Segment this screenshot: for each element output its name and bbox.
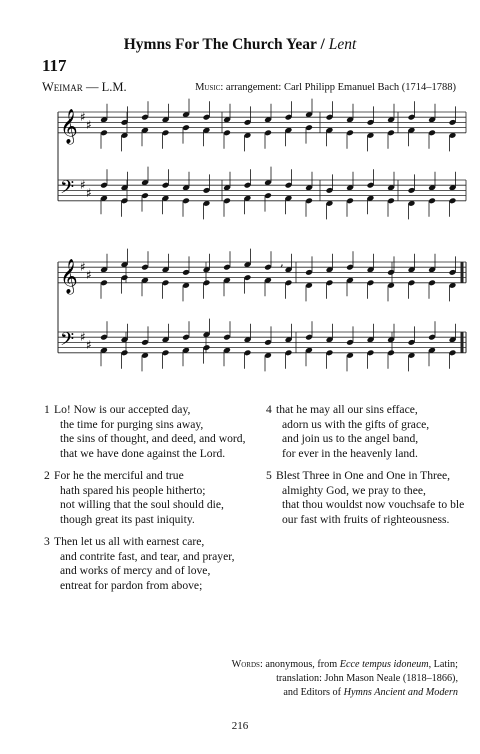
section-title: Hymns For The Church Year / (123, 36, 329, 53)
verse-number: 1 (44, 403, 50, 416)
sharp-icon: ♯ (80, 330, 86, 345)
verse-line: Then let us all with earnest care, (54, 535, 205, 548)
tune-title: Weimar (42, 80, 83, 94)
verse-number: 3 (44, 535, 50, 548)
sharp-icon: ♯ (86, 268, 92, 282)
words-line-3 (138, 686, 458, 700)
verse-line: and works of mercy and of love, (60, 564, 211, 577)
music-text: : arrangement: Carl Philipp Emanuel Bach (1714–1788) (220, 82, 456, 93)
verse-line: though great its past iniquity. (60, 512, 195, 526)
verse-line: hath spared his people hitherto; (60, 483, 206, 497)
verse-line: for ever in the heavenly land. (282, 446, 418, 460)
verse-line: entreat for pardon from above; (60, 578, 203, 592)
verse-line: adorn us with the gifts of grace, (282, 417, 430, 431)
treble-clef-icon: 𝄞 (60, 258, 78, 294)
verse-line: our fast with fruits of righteousness. (282, 512, 450, 526)
verse-number: 5 (266, 469, 272, 482)
verse-line: almighty God, we pray to thee, (282, 483, 426, 497)
verse-1 (44, 403, 245, 461)
words-text: and Editors of (283, 687, 344, 698)
sharp-icon: ♯ (80, 110, 86, 125)
page-number: 216 (231, 720, 249, 732)
bass-clef-icon: 𝄢 (60, 329, 75, 355)
sharp-icon: ♯ (86, 186, 92, 200)
verse-line: that we have done against the Lord. (60, 446, 226, 460)
verse-line: Lo! Now is our accepted day, (54, 403, 191, 416)
verse-2 (44, 469, 224, 527)
words-text: , Latin; (428, 659, 458, 670)
book-title: Hymns Ancient and Modern (343, 687, 458, 698)
verse-line: Blest Three in One and One in Three, (276, 469, 451, 482)
verse-3 (44, 535, 235, 593)
sharp-icon: ♯ (80, 260, 86, 275)
sharp-icon: ♯ (80, 178, 86, 193)
verse-line: that thou wouldst now vouchsafe to ble (282, 498, 465, 511)
words-credit (138, 658, 458, 700)
tune-meter: L.M. (101, 80, 127, 94)
verse-line: the sins of thought, and deed, and word, (60, 432, 246, 445)
sharp-icon: ♯ (86, 338, 92, 352)
breath-mark-icon: , (288, 106, 292, 120)
tune-dash: — (82, 80, 102, 94)
section-subtitle: Lent (328, 36, 357, 53)
breath-mark-icon: , (280, 255, 284, 269)
verse-number: 2 (44, 469, 50, 482)
source-title: Ecce tempus idoneum (339, 659, 429, 670)
bass-clef-icon: 𝄢 (60, 177, 75, 203)
verse-4 (266, 403, 429, 461)
score-systems (58, 99, 466, 372)
words-label: Words (231, 659, 260, 670)
words-text: : anonymous, from (259, 659, 340, 670)
treble-clef-icon: 𝄞 (60, 108, 78, 144)
sharp-icon: ♯ (86, 118, 92, 132)
verse-line: and join us to the angel band, (282, 432, 419, 445)
verse-number: 4 (266, 403, 272, 416)
verse-line: and contrite fast, and tear, and prayer, (60, 549, 235, 563)
music-label: Music (195, 82, 221, 93)
verse-line: the time for purging sins away, (60, 417, 204, 431)
verse-line: not willing that the soul should die, (60, 498, 224, 511)
verse-line: For he the merciful and true (54, 469, 184, 482)
verse-5 (266, 469, 464, 527)
hymn-number: 117 (42, 56, 67, 75)
words-line-2: translation: John Mason Neale (1818–1866), (276, 673, 458, 684)
words-line-1 (138, 658, 458, 672)
verse-line: that he may all our sins efface, (276, 403, 418, 416)
